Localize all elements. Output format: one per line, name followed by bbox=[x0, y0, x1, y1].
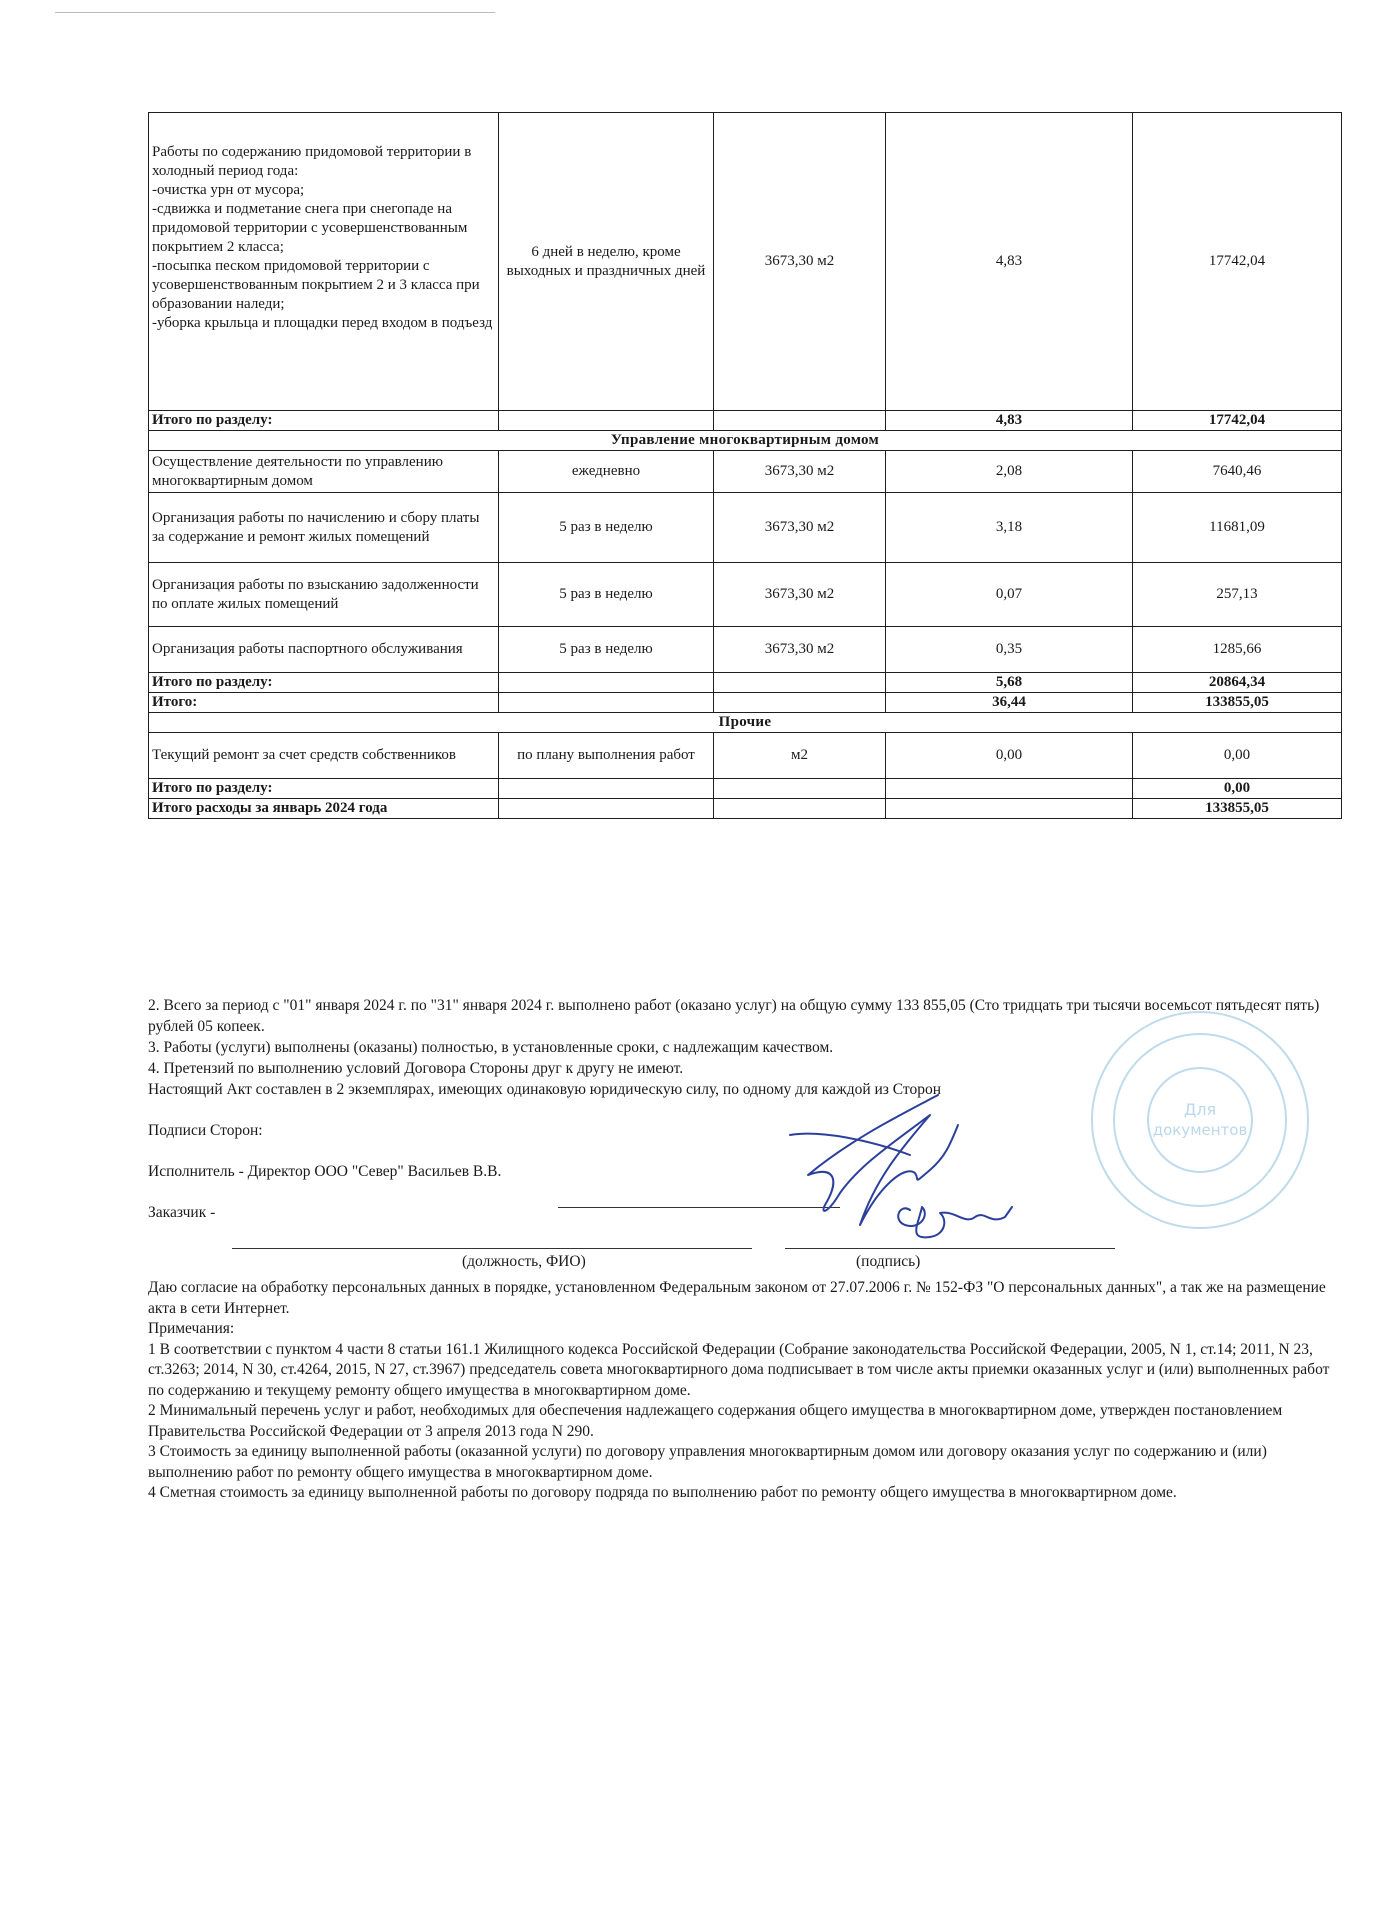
grand-total-rate: 36,44 bbox=[886, 693, 1133, 713]
table-row bbox=[149, 113, 1342, 411]
handwritten-signatures bbox=[780, 1085, 1040, 1255]
table-row bbox=[149, 733, 1342, 779]
svg-text:документов: документов bbox=[1152, 1121, 1248, 1139]
caption-position: (должность, ФИО) bbox=[462, 1253, 586, 1270]
notes-title: Примечания: bbox=[148, 1320, 235, 1337]
clause-2: 2. Всего за период с "01" января 2024 г. по "31" января 2024 г. выполнено работ (оказано услуг) на общую сумму 133 855,05 (Сто тридцать три тысячи восемьсот пятьдесят пять) рублей 05 копеек. bbox=[148, 997, 1320, 1035]
clause-3: 3. Работы (услуги) выполнены (оказаны) полностью, в установленные сроки, с надлежащим качеством. bbox=[148, 1039, 834, 1056]
grand-total-label: Итого: bbox=[149, 693, 499, 713]
work-rate-cell: 0,35 bbox=[886, 627, 1133, 673]
work-volume-cell: 3673,30 м2 bbox=[714, 563, 886, 627]
work-name-cell: Текущий ремонт за счет средств собственников bbox=[149, 733, 499, 779]
work-volume-cell: 3673,30 м2 bbox=[714, 493, 886, 563]
table-row bbox=[149, 627, 1342, 673]
note-1: 1 В соответствии с пунктом 4 части 8 статьи 161.1 Жилищного кодекса Российской Федерации (Собрание законодательства Российской Федерации, 2005, N 1, ст.14; 2011, N 23, ст.3263; 2014, N 30, ст.4264, 2015, N 27, ст.3967) председатель совета многоквартирного дома подписывает в том числе акты приемки оказанных услуг и (или) выполненных работ по содержанию и текущему ремонту общего имущества в многоквартирном доме. bbox=[148, 1340, 1330, 1399]
expenses-total-amount: 133855,05 bbox=[1133, 799, 1342, 819]
total-rate: 5,68 bbox=[886, 673, 1133, 693]
executor-line: Исполнитель - Директор ООО "Север" Васильев В.В. bbox=[148, 1163, 502, 1180]
work-amount-cell: 17742,04 bbox=[1133, 113, 1342, 411]
work-frequency-cell: 5 раз в неделю bbox=[499, 627, 714, 673]
total-label: Итого по разделу: bbox=[149, 411, 499, 431]
note-3: 3 Стоимость за единицу выполненной работы (оказанной услуги) по договору управления многоквартирным домом или договору оказания услуг по содержанию и (или) выполнению работ по ремонту общего имущества в многоквартирном доме. bbox=[148, 1443, 1267, 1481]
section-header-row bbox=[149, 431, 1342, 451]
work-rate-cell: 0,00 bbox=[886, 733, 1133, 779]
work-frequency-cell: 6 дней в неделю, кроме выходных и праздничных дней bbox=[499, 113, 714, 411]
customer-position-line bbox=[232, 1248, 752, 1249]
note-4: 4 Сметная стоимость за единицу выполненной работы по договору подряда по выполнению работ по ремонту общего имущества в многоквартирном доме. bbox=[148, 1484, 1177, 1501]
caption-signature: (подпись) bbox=[856, 1253, 921, 1270]
section-total-row bbox=[149, 779, 1342, 799]
work-volume-cell: м2 bbox=[714, 733, 886, 779]
total-rate: 4,83 bbox=[886, 411, 1133, 431]
work-amount-cell: 257,13 bbox=[1133, 563, 1342, 627]
work-volume-cell: 3673,30 м2 bbox=[714, 627, 886, 673]
work-frequency-cell: 5 раз в неделю bbox=[499, 563, 714, 627]
total-amount: 17742,04 bbox=[1133, 411, 1342, 431]
work-amount-cell: 1285,66 bbox=[1133, 627, 1342, 673]
section-title: Прочие bbox=[149, 713, 1342, 733]
section-total-row bbox=[149, 411, 1342, 431]
work-rate-cell: 4,83 bbox=[886, 113, 1133, 411]
work-name-cell: Осуществление деятельности по управлению многоквартирным домом bbox=[149, 451, 499, 493]
work-name-cell: Организация работы паспортного обслуживания bbox=[149, 627, 499, 673]
grand-total-amount: 133855,05 bbox=[1133, 693, 1342, 713]
work-rate-cell: 0,07 bbox=[886, 563, 1133, 627]
work-name-cell: Организация работы по взысканию задолженности по оплате жилых помещений bbox=[149, 563, 499, 627]
expenses-total-label: Итого расходы за январь 2024 года bbox=[149, 799, 499, 819]
notes-block bbox=[148, 1278, 1340, 1504]
work-name-cell: Организация работы по начислению и сбору платы за содержание и ремонт жилых помещений bbox=[149, 493, 499, 563]
total-amount: 20864,34 bbox=[1133, 673, 1342, 693]
works-table bbox=[148, 112, 1342, 819]
table-row bbox=[149, 493, 1342, 563]
work-amount-cell: 7640,46 bbox=[1133, 451, 1342, 493]
work-rate-cell: 3,18 bbox=[886, 493, 1133, 563]
customer-line: Заказчик - bbox=[148, 1204, 216, 1221]
work-frequency-cell: по плану выполнения работ bbox=[499, 733, 714, 779]
signatures-title: Подписи Сторон: bbox=[148, 1122, 263, 1139]
table-row bbox=[149, 451, 1342, 493]
total-label: Итого по разделу: bbox=[149, 779, 499, 799]
table-row bbox=[149, 563, 1342, 627]
svg-text:Для: Для bbox=[1183, 1100, 1217, 1119]
work-rate-cell: 2,08 bbox=[886, 451, 1133, 493]
clause-4: 4. Претензий по выполнению условий Договора Стороны друг к другу не имеют. bbox=[148, 1060, 684, 1077]
expenses-total-row bbox=[149, 799, 1342, 819]
total-label: Итого по разделу: bbox=[149, 673, 499, 693]
work-amount-cell: 0,00 bbox=[1133, 733, 1342, 779]
consent-text: Даю согласие на обработку персональных данных в порядке, установленном Федеральным законом от 27.07.2006 г. № 152-ФЗ "О персональных данных", а так же на размещение акта в сети Интернет. bbox=[148, 1279, 1326, 1317]
section-header-row bbox=[149, 713, 1342, 733]
scan-top-rule bbox=[55, 12, 495, 13]
work-volume-cell: 3673,30 м2 bbox=[714, 113, 886, 411]
work-name-cell: Работы по содержанию придомовой территории в холодный период года: -очистка урн от мусора; -сдвижка и подметание снега при снегопаде на придомовой территории с усовершенствованным покрытием 2 класса; -посыпка песком придомовой территории с усовершенствованным покрытием 2 и 3 класса при образовании наледи; -уборка крыльца и площадки перед входом в подъезд bbox=[149, 113, 499, 411]
grand-total-row bbox=[149, 693, 1342, 713]
work-frequency-cell: ежедневно bbox=[499, 451, 714, 493]
total-amount: 0,00 bbox=[1133, 779, 1342, 799]
work-frequency-cell: 5 раз в неделю bbox=[499, 493, 714, 563]
work-volume-cell: 3673,30 м2 bbox=[714, 451, 886, 493]
work-amount-cell: 11681,09 bbox=[1133, 493, 1342, 563]
note-2: 2 Минимальный перечень услуг и работ, необходимых для обеспечения надлежащего содержания общего имущества в многоквартирном доме, утвержден постановлением Правительства Российской Федерации от 3 апреля 2013 года N 290. bbox=[148, 1402, 1283, 1440]
section-total-row bbox=[149, 673, 1342, 693]
stamp-seal bbox=[1085, 1005, 1315, 1235]
section-title: Управление многоквартирным домом bbox=[149, 431, 1342, 451]
copies-statement: Настоящий Акт составлен в 2 экземплярах, имеющих одинаковую юридическую силу, по одному для каждой из Сторон bbox=[148, 1081, 942, 1098]
